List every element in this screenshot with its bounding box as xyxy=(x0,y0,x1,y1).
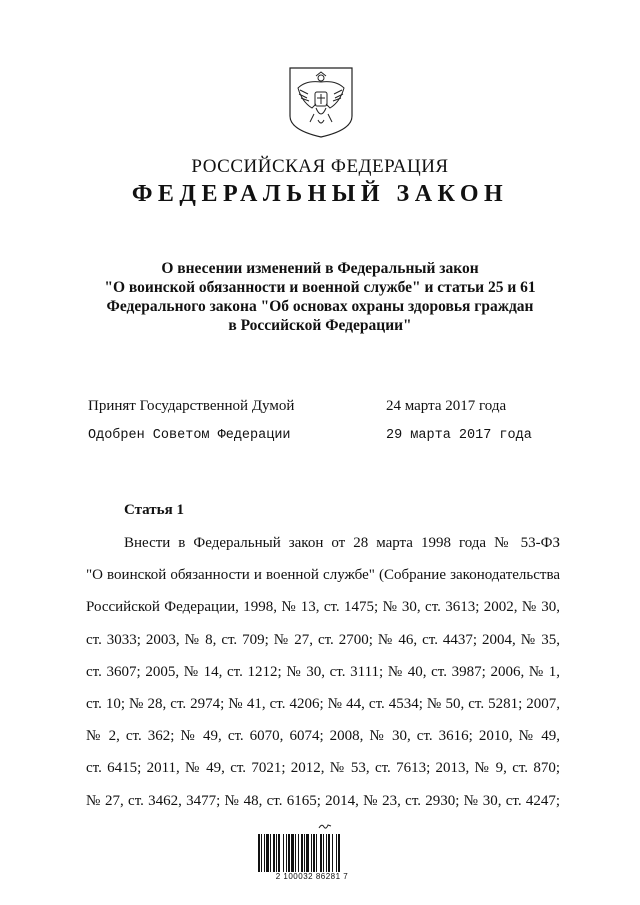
article-line: ст. 10; № 28, ст. 2974; № 41, ст. 4206; № 44, ст. 4534; № 50, ст. 5281; 2007, xyxy=(86,695,560,712)
law-title xyxy=(80,259,560,335)
duma-label: Принят Государственной Думой xyxy=(88,398,295,414)
duma-date: 24 марта 2017 года xyxy=(386,398,507,414)
barcode-icon xyxy=(256,834,366,872)
article-line: ст. 3607; 2005, № 14, ст. 1212; № 30, ст. 3111; № 40, ст. 3987; 2006, № 1, xyxy=(86,663,560,680)
document-type: ФЕДЕРАЛЬНЫЙ ЗАКОН xyxy=(131,181,509,207)
article-line: № 27, ст. 3462, 3477; № 48, ст. 6165; 2014, № 23, ст. 2930; № 30, ст. 4247; xyxy=(86,792,560,809)
article-heading: Статья 1 xyxy=(124,502,184,518)
barcode-number: 2 100032 86281 7 xyxy=(275,872,349,881)
article-line: ст. 3033; 2003, № 8, ст. 709; № 27, ст. 2700; № 46, ст. 4437; 2004, № 35, xyxy=(86,631,560,648)
law-title-line: Федерального закона "Об основах охраны здоровья граждан xyxy=(106,298,534,315)
article-line: "О воинской обязанности и военной службе" (Собрание законодательства xyxy=(86,567,560,584)
russian-coat-of-arms-icon xyxy=(286,64,356,140)
country-name: РОССИЙСКАЯ ФЕДЕРАЦИЯ xyxy=(191,156,449,177)
article-line: № 2, ст. 362; № 49, ст. 6070, 6074; 2008, № 30, ст. 3616; 2010, № 49, xyxy=(86,728,560,745)
article-line: Российской Федерации, 1998, № 13, ст. 1475; № 30, ст. 3613; 2002, № 30, xyxy=(86,599,560,616)
signature-mark-icon xyxy=(318,822,332,830)
council-label: Одобрен Советом Федерации xyxy=(88,428,291,443)
article-line: Внести в Федеральный закон от 28 марта 1998 года № 53-ФЗ xyxy=(124,535,560,551)
article-body xyxy=(86,527,560,817)
council-date: 29 марта 2017 года xyxy=(386,428,532,443)
law-title-line: "О воинской обязанности и военной службе" и статьи 25 и 61 xyxy=(104,279,536,296)
law-title-line: О внесении изменений в Федеральный закон xyxy=(161,260,479,277)
law-title-line: в Российской Федерации" xyxy=(228,317,412,334)
article-line: ст. 6415; 2011, № 49, ст. 7021; 2012, № 53, ст. 7613; 2013, № 9, ст. 870; xyxy=(86,760,560,777)
